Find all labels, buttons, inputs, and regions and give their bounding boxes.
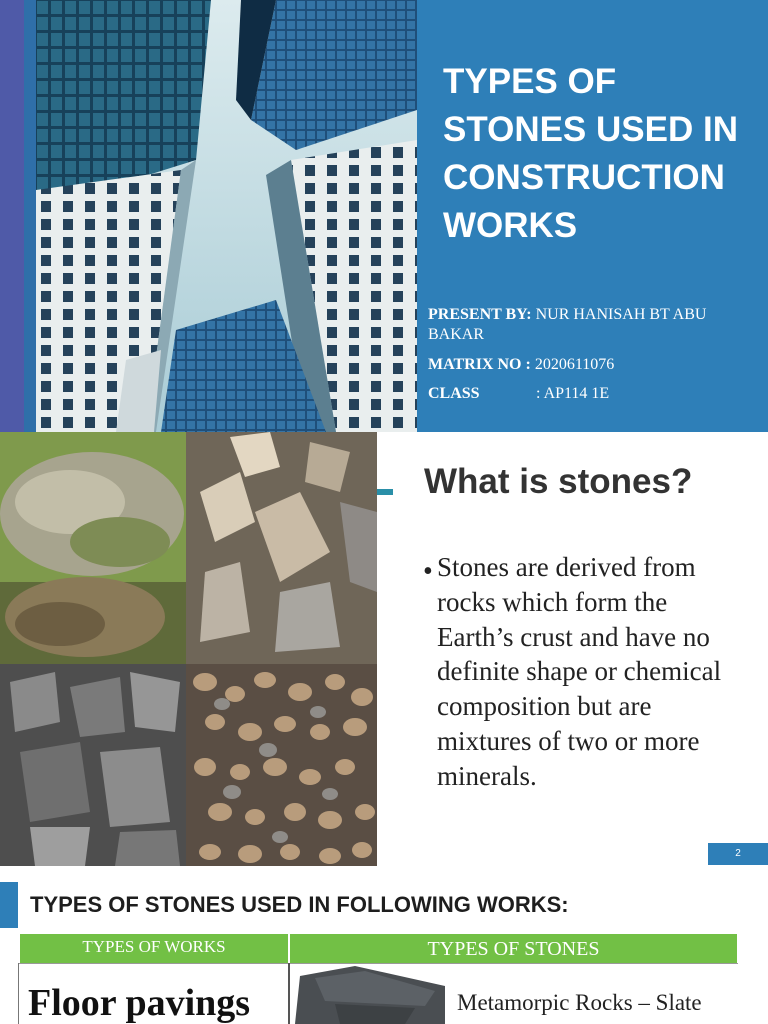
- stone-collage-illustration: [0, 432, 377, 866]
- heading-accent-bar: [0, 882, 18, 928]
- presenter-line: [428, 305, 758, 345]
- table-cell-work: Floor pavings: [28, 982, 251, 1024]
- left-accent-bar: [0, 0, 24, 432]
- table-border: [18, 963, 738, 964]
- class-line: [428, 384, 758, 404]
- matrix-line: [428, 355, 758, 375]
- slide-types-table: [0, 866, 768, 1024]
- table-column-divider: [288, 963, 290, 1024]
- accent-dash: [377, 489, 393, 495]
- skyscrapers-illustration: [36, 0, 417, 432]
- page-number: 2: [708, 843, 768, 865]
- presentation-title: TYPES OF STONES USED IN CONSTRUCTION WORKS: [443, 62, 738, 245]
- slate-illustration: [295, 966, 445, 1024]
- slide-heading: TYPES OF STONES USED IN FOLLOWING WORKS:: [30, 892, 569, 917]
- slide-what-is-stones: [0, 432, 768, 866]
- presenter-label: PRESENT BY:: [428, 306, 532, 323]
- definition-text: Stones are derived from rocks which form the Earth’s crust and have no definite shape or chemical composition but are mixtures of two or more minerals.: [437, 552, 722, 791]
- slate-photo: [295, 966, 445, 1024]
- table-cell-stone: Metamorpic Rocks – Slate: [457, 990, 702, 1015]
- matrix-value: 2020611076: [534, 356, 615, 373]
- table-header-stones: TYPES OF STONES: [290, 934, 737, 963]
- skyscrapers-photo: [36, 0, 417, 432]
- left-accent-bar-blue: [24, 0, 36, 432]
- class-value: : AP114 1E: [536, 385, 610, 402]
- slide-cover: [0, 0, 768, 432]
- table-border: [18, 963, 19, 1024]
- stone-photo-collage: [0, 432, 377, 866]
- bullet-marker: •: [423, 556, 433, 587]
- table-header-works: TYPES OF WORKS: [20, 934, 288, 963]
- class-label: CLASS: [428, 385, 480, 402]
- presenter-name: NUR HANISAH BT ABU BAKAR: [428, 306, 707, 343]
- matrix-label: MATRIX NO :: [428, 356, 531, 373]
- slide-heading: What is stones?: [424, 462, 693, 501]
